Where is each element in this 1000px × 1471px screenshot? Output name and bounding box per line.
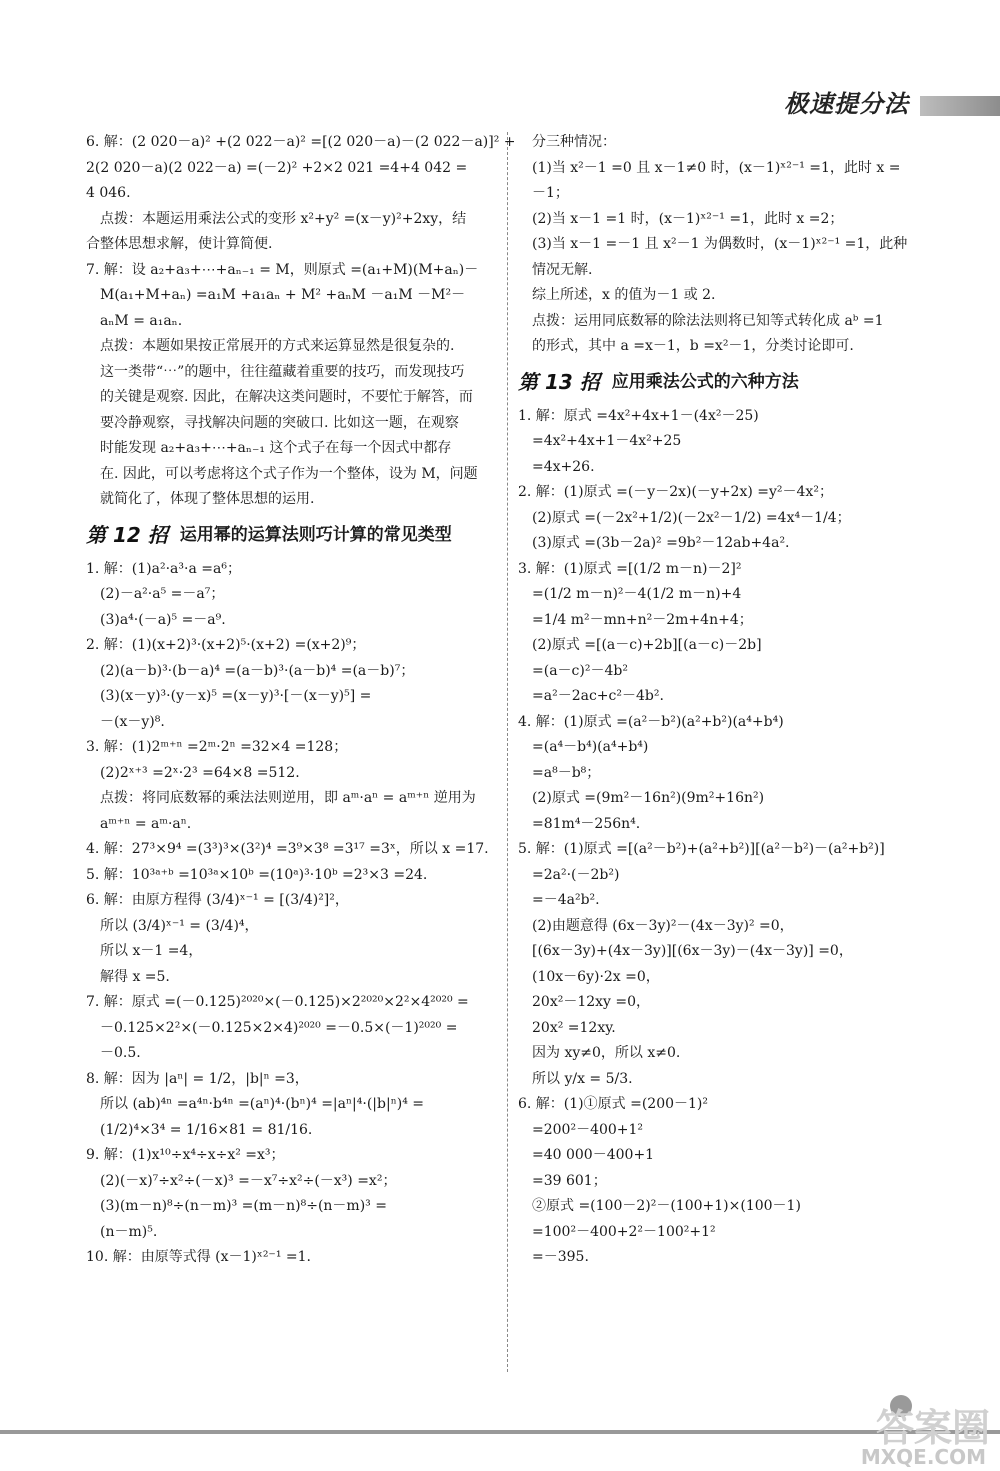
text-line: aᵐ⁺ⁿ = aᵐ·aⁿ. <box>100 815 192 832</box>
text-line: (2)－a²·a⁵ =－a⁷； <box>100 586 225 602</box>
text-line: 6. 解：由原方程得 (3/4)ˣ⁻¹ = [(3/4)²]²， <box>86 892 349 908</box>
text-line: =4x²+4x+1－4x²+25 <box>532 433 682 449</box>
text-line: 点拨：将同底数幂的乘法法则逆用，即 aᵐ·aⁿ = aᵐ⁺ⁿ 逆用为 <box>100 790 476 806</box>
text-line: 点拨：运用同底数幂的除法法则将已知等式转化成 aᵇ =1 <box>532 312 884 329</box>
text-line: 3. 解：(1)原式 =[(1/2 m－n)－2]² <box>518 560 742 577</box>
text-line: =4x+26. <box>532 458 595 475</box>
text-line: =1/4 m²－mn+n²－2m+4n+4； <box>532 611 753 628</box>
text-line: =2a²·(－2b²) <box>532 866 620 883</box>
text-line: 5. 解：(1)原式 =[(a²－b²)+(a²+b²)][(a²－b²)－(a²+b²)] <box>518 841 885 857</box>
text-line: (1/2)⁴×3⁴ = 1/16×81 = 81/16. <box>100 1121 313 1138</box>
text-line: 情况无解. <box>532 261 593 278</box>
text-line: 4 046. <box>86 185 131 201</box>
section-12-heading <box>86 521 494 551</box>
text-line: 分三种情况： <box>532 134 616 150</box>
watermark-logo: 答案圈 <box>875 1406 990 1450</box>
text-line: =a²－2ac+c²－4b². <box>532 688 664 704</box>
text-line: 20x²－12xy =0， <box>532 994 651 1010</box>
text-line: (2)原式 =[(a－c)+2b][(a－c)－2b] <box>532 637 762 653</box>
text-line: 4. 解：(1)原式 =(a²－b²)(a²+b²)(a⁴+b⁴) <box>518 713 784 730</box>
section-13-title: 应用乘法公式的六种方法 <box>611 371 799 392</box>
text-line: =40 000－400+1 <box>532 1147 655 1163</box>
text-line: (n－m)⁵. <box>100 1223 158 1240</box>
brand-bar <box>920 96 1000 116</box>
text-line: 综上所述，x 的值为－1 或 2. <box>532 287 716 303</box>
text-line: 2. 解：(1)(x+2)³·(x+2)⁵·(x+2) =(x+2)⁹； <box>86 637 366 653</box>
text-line: 3. 解：(1)2ᵐ⁺ⁿ =2ᵐ·2ⁿ =32×4 =128； <box>86 739 348 755</box>
right-text-block-2 <box>518 404 923 1271</box>
text-line: 7. 解：设 a₂+a₃+⋯+aₙ₋₁ = M，则原式 =(a₁+M)(M+aₙ)－ <box>86 261 479 278</box>
text-line: 7. 解：原式 =(－0.125)²⁰²⁰×(－0.125)×2²⁰²⁰×2²×4²⁰²⁰ = <box>86 994 469 1010</box>
text-line: 点拨：本题如果按正常展开的方式来运算显然是很复杂的. <box>100 338 455 354</box>
text-line: M(a₁+M+aₙ) =a₁M +a₁aₙ + M² +aₙM －a₁M －M²－ <box>100 287 466 303</box>
text-line: 1. 解：原式 =4x²+4x+1－(4x²－25) <box>518 407 759 424</box>
text-line: 20x² =12xy. <box>532 1019 616 1036</box>
text-line: (3)a⁴·(－a)⁵ =－a⁹. <box>100 611 226 628</box>
text-line: 4. 解：27³×9⁴ =(3³)³×(3²)⁴ =3⁹×3⁸ =3¹⁷ =3ˣ，所以 x =17. <box>86 841 489 857</box>
text-line: 合整体思想求解，使计算简便. <box>86 236 273 252</box>
right-column <box>518 130 923 1271</box>
left-column <box>86 130 516 1271</box>
text-line: 点拨：本题运用乘法公式的变形 x²+y² =(x－y)²+2xy，结 <box>100 210 467 227</box>
text-line: =a⁸－b⁸； <box>532 764 601 781</box>
footer-rule <box>0 1430 1000 1434</box>
text-line: 这一类带“⋯”的题中，往往蕴藏着重要的技巧，而发现技巧 <box>100 363 465 380</box>
text-line: 2. 解：(1)原式 =(－y－2x)(－y+2x) =y²－4x²； <box>518 484 833 500</box>
text-line: (3)原式 =(3b－2a)² =9b²－12ab+4a². <box>532 535 790 551</box>
text-line: (2)当 x－1 =1 时，(x－1)ˣ²⁻¹ =1，此时 x =2； <box>532 210 844 227</box>
text-line: －(x－y)⁸. <box>100 713 165 730</box>
text-line: =200²－400+1² <box>532 1121 644 1138</box>
text-line: (2)由题意得 (6x－3y)²－(4x－3y)² =0， <box>532 917 794 934</box>
text-line: [(6x－3y)+(4x－3y)][(6x－3y)－(4x－3y)] =0， <box>532 943 853 959</box>
text-line: 所以 (ab)⁴ⁿ =a⁴ⁿ·b⁴ⁿ =(aⁿ)⁴·(bⁿ)⁴ =|aⁿ|⁴·(|b|ⁿ)⁴ = <box>100 1096 425 1112</box>
section-13-heading <box>518 368 923 398</box>
text-line: 9. 解：(1)x¹⁰÷x⁴÷x÷x² =x³； <box>86 1147 285 1163</box>
brand-header <box>780 86 1000 124</box>
text-line: 时能发现 a₂+a₃+⋯+aₙ₋₁ 这个式子在每一个因式中都存 <box>100 440 452 456</box>
left-text-block-2 <box>86 557 494 1271</box>
section-12-title: 运用幂的运算法则巧计算的常见类型 <box>179 524 452 545</box>
watermark-url: MXQE.COM <box>860 1445 986 1469</box>
text-line: 的形式，其中 a =x－1，b =x²－1，分类讨论即可. <box>532 338 854 354</box>
text-line: (3)(x－y)³·(y－x)⁵ =(x－y)³·[－(x－y)⁵] = <box>100 688 372 704</box>
right-text-block <box>518 130 923 360</box>
text-line: －0.125×2²×(－0.125×2×4)²⁰²⁰ =－0.5×(－1)²⁰²⁰ = <box>100 1019 458 1036</box>
text-line: 2(2 020－a)(2 022－a) =(－2)² +2×2 021 =4+4 042 = <box>86 159 468 176</box>
text-line: 所以 y/x = 5/3. <box>532 1070 633 1087</box>
column-divider <box>507 132 508 1372</box>
text-line: 6. 解：(2 020－a)² +(2 022－a)² =[(2 020－a)－(2 022－a)]² + <box>86 134 516 150</box>
text-line: 1. 解：(1)a²·a³·a =a⁶； <box>86 560 241 577</box>
text-line: (3)(m－n)⁸÷(n－m)³ =(m－n)⁸÷(n－m)³ = <box>100 1198 387 1214</box>
text-line: －1； <box>532 185 569 201</box>
text-line: =100²－400+2²－100²+1² <box>532 1223 716 1240</box>
text-line: 要冷静观察，寻找解决问题的突破口. 比如这一题，在观察 <box>100 414 459 431</box>
left-text-block <box>86 130 516 513</box>
text-line: 8. 解：因为 |aⁿ| = 1/2，|b|ⁿ =3， <box>86 1070 309 1087</box>
text-line: (2)原式 =(9m²－16n²)(9m²+16n²) <box>532 790 765 806</box>
text-line: 就简化了，体现了整体思想的运用. <box>100 491 315 507</box>
text-line: －0.5. <box>100 1045 141 1061</box>
text-line: =39 601； <box>532 1172 607 1189</box>
text-line: 5. 解：10³ᵃ⁺ᵇ =10³ᵃ×10ᵇ =(10ᵃ)³·10ᵇ =2³×3 =24. <box>86 866 428 883</box>
section-12-badge: 第 12 招 <box>86 522 168 547</box>
text-line: =81m⁴－256n⁴. <box>532 815 641 832</box>
text-line: =－395. <box>532 1249 589 1265</box>
text-line: (2)2ˣ⁺³ =2ˣ·2³ =64×8 =512. <box>100 764 300 781</box>
text-line: =(a－c)²－4b² <box>532 662 628 679</box>
text-line: =－4a²b². <box>532 892 600 908</box>
text-line: ②原式 =(100－2)²－(100+1)×(100－1) <box>532 1198 801 1214</box>
section-13-badge: 第 13 招 <box>518 369 600 394</box>
text-line: (2)(－x)⁷÷x²÷(－x)³ =－x⁷÷x²÷(－x³) =x²； <box>100 1172 397 1189</box>
text-line: (2)(a－b)³·(b－a)⁴ =(a－b)³·(a－b)⁴ =(a－b)⁷； <box>100 662 415 679</box>
text-line: 的关键是观察. 因此，在解决这类问题时，不要忙于解答，而 <box>100 389 473 405</box>
text-line: 所以 x－1 =4， <box>100 943 203 959</box>
text-line: (1)当 x²－1 =0 且 x－1≠0 时，(x－1)ˣ²⁻¹ =1，此时 x = <box>532 159 901 176</box>
text-line: (10x－6y)·2x =0， <box>532 968 660 985</box>
text-line: (3)当 x－1 =－1 且 x²－1 为偶数时，(x－1)ˣ²⁻¹ =1，此种 <box>532 236 908 252</box>
text-line: 因为 xy≠0，所以 x≠0. <box>532 1045 681 1061</box>
text-line: 10. 解：由原等式得 (x－1)ˣ²⁻¹ =1. <box>86 1249 311 1265</box>
text-line: 在. 因此，可以考虑将这个式子作为一个整体，设为 M，问题 <box>100 465 478 482</box>
text-line: 所以 (3/4)ˣ⁻¹ = (3/4)⁴， <box>100 917 259 934</box>
text-line: aₙM = a₁aₙ. <box>100 312 183 329</box>
brand-title: 极速提分法 <box>780 92 909 118</box>
text-line: (2)原式 =(－2x²+1/2)(－2x²－1/2) =4x⁴－1/4； <box>532 509 851 526</box>
text-line: =(a⁴－b⁴)(a⁴+b⁴) <box>532 739 649 755</box>
text-line: =(1/2 m－n)²－4(1/2 m－n)+4 <box>532 586 742 602</box>
text-line: 解得 x =5. <box>100 968 170 985</box>
text-line: 6. 解：(1)①原式 =(200－1)² <box>518 1096 708 1112</box>
